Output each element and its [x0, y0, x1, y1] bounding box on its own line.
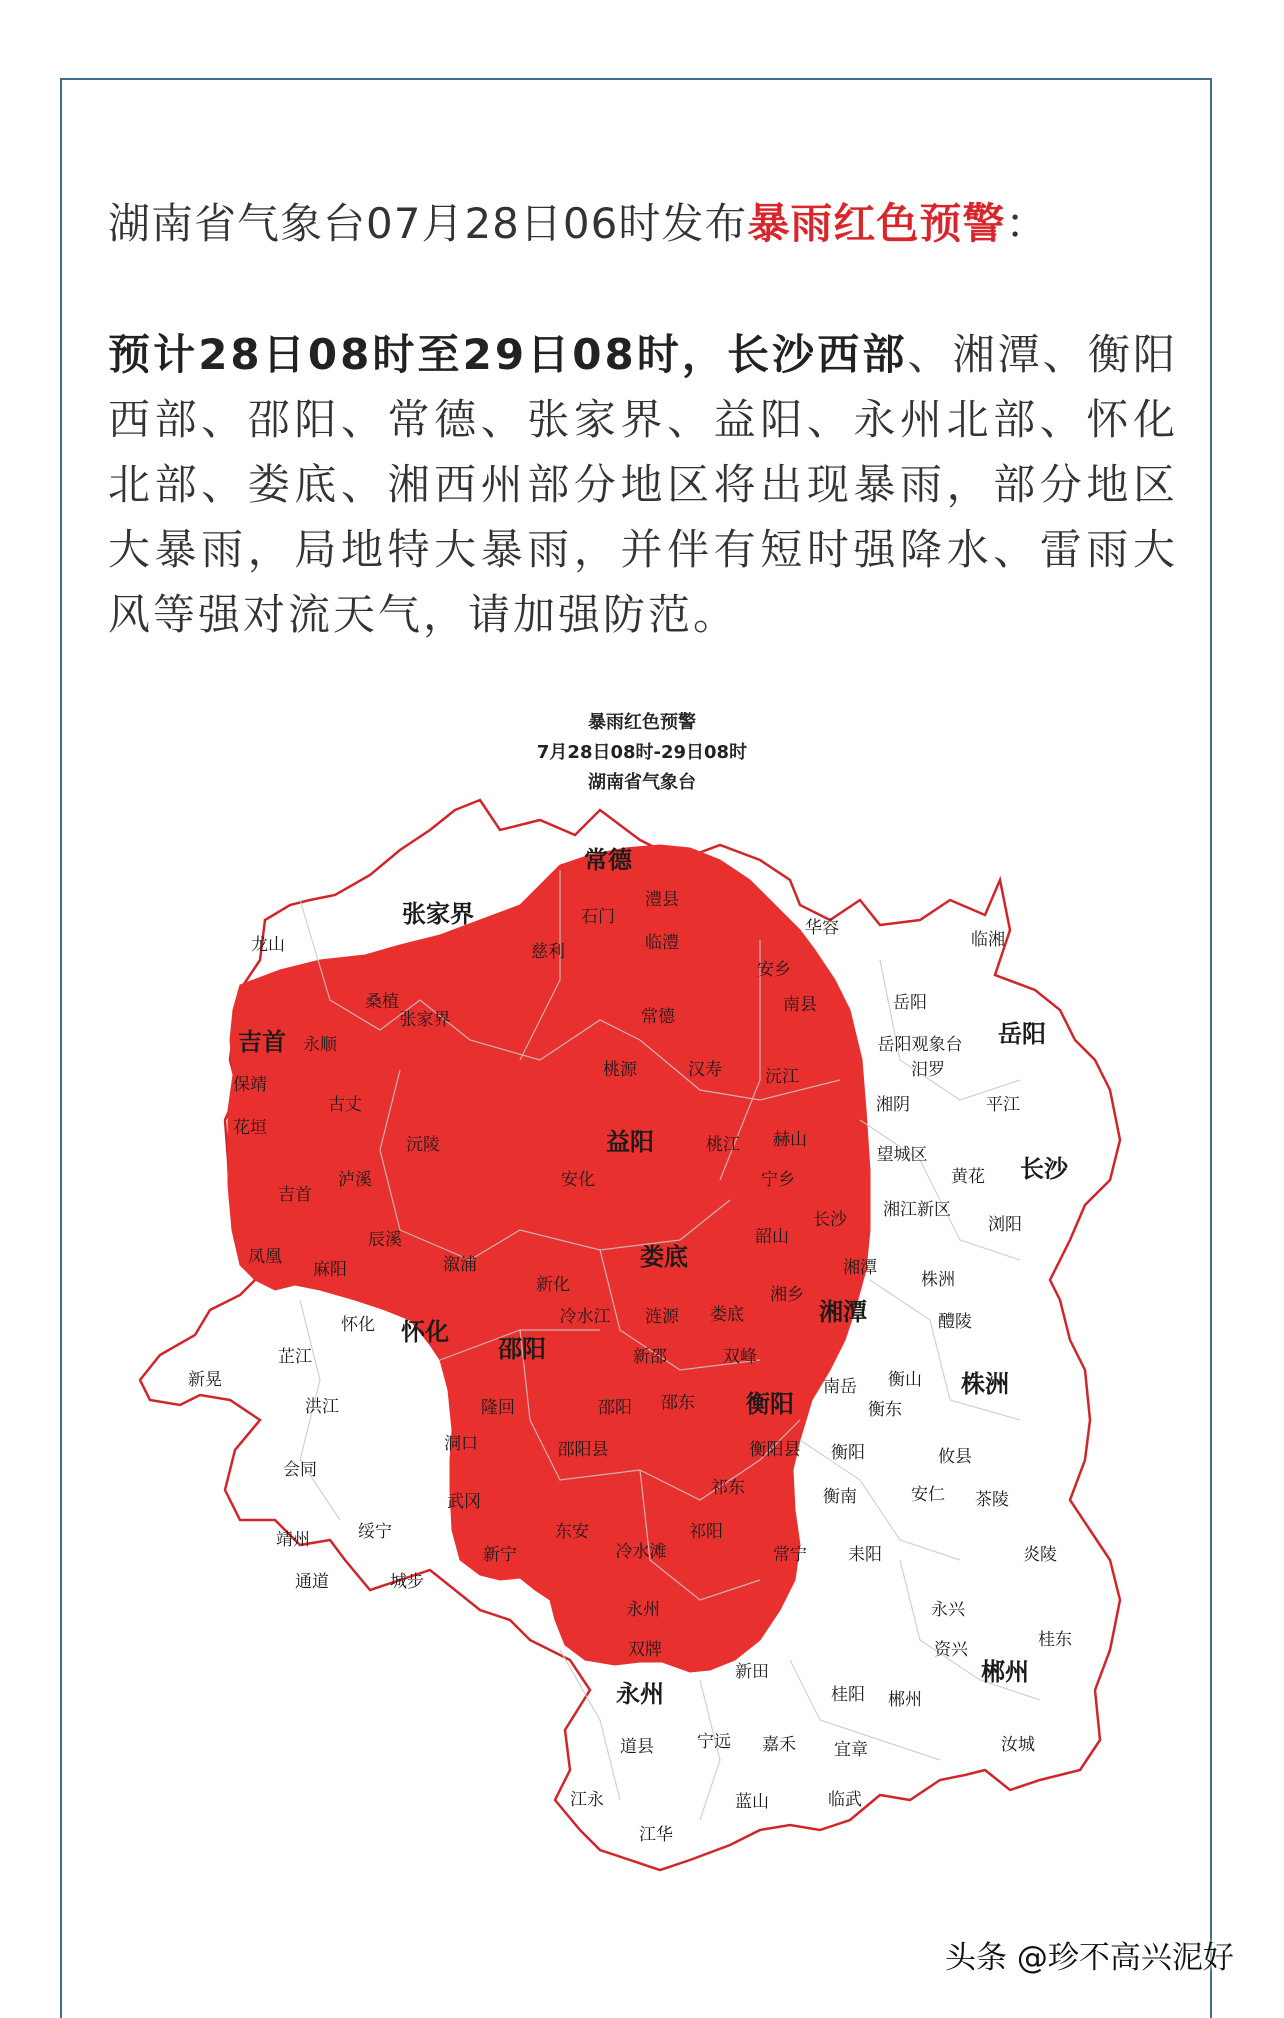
map-label-72: 衡东	[868, 1400, 902, 1420]
map-label-86: 东安	[555, 1522, 589, 1542]
map-label-5: 龙山	[251, 935, 285, 955]
map-label-18: 常德	[641, 1007, 675, 1027]
map-label-51: 湘乡	[770, 1285, 804, 1305]
map-label-21: 沅江	[765, 1067, 799, 1087]
map-label-46: 娄底	[640, 1243, 688, 1271]
map-label-28: 沅陵	[406, 1135, 440, 1155]
map-time-range: 7月28日08时-29日08时	[536, 742, 748, 763]
map-label-77: 攸县	[938, 1447, 972, 1467]
map-label-22: 汨罗	[911, 1060, 945, 1080]
map-label-24: 古丈	[328, 1095, 362, 1115]
map-label-110: 蓝山	[735, 1792, 769, 1812]
map-label-54: 冷水江	[559, 1307, 611, 1327]
map-label-102: 永州	[616, 1680, 664, 1708]
map-label-98: 资兴	[934, 1640, 968, 1660]
map-label-66: 株洲	[961, 1370, 1009, 1398]
map-label-10: 安乡	[757, 960, 791, 980]
map-label-107: 嘉禾	[762, 1735, 796, 1755]
headline-warning-level: 暴雨红色预警	[747, 199, 1006, 248]
headline-prefix: 湖南省气象台07月28日06时发布	[108, 199, 748, 248]
map-label-33: 泸溪	[338, 1170, 372, 1190]
map-label-2: 石门	[581, 907, 615, 927]
map-label-42: 凤凰	[248, 1247, 282, 1267]
map-label-97: 双牌	[628, 1640, 662, 1660]
map-label-92: 炎陵	[1023, 1545, 1057, 1565]
map-label-41: 浏阳	[988, 1215, 1022, 1235]
map-label-103: 桂阳	[831, 1685, 865, 1705]
map-label-104: 郴州	[888, 1690, 922, 1710]
map-label-17: 张家界	[399, 1010, 451, 1030]
map-label-25: 湘阴	[876, 1095, 910, 1115]
map-label-9: 临湘	[971, 930, 1005, 950]
map-label-112: 江永	[570, 1790, 604, 1810]
map-label-82: 茶陵	[975, 1490, 1009, 1510]
map-label-109: 宜章	[834, 1740, 868, 1760]
map-label-14: 岳阳	[998, 1020, 1046, 1048]
map-label-16: 永顺	[303, 1035, 337, 1055]
forecast-details: 、湘潭、衡阳西部、邵阳、常德、张家界、益阳、永州北部、怀化北部、娄底、湘西州部分地区将出现暴雨，部分地区大暴雨，局地特大暴雨，并伴有短时强降水、雷雨大风等强对流天气，请加强防范。	[108, 330, 1178, 639]
map-label-40: 湘江新区	[883, 1200, 951, 1220]
map-label-55: 涟源	[645, 1307, 679, 1327]
map-label-96: 永兴	[931, 1600, 965, 1620]
map-label-73: 洞口	[444, 1434, 478, 1454]
map-label-29: 益阳	[606, 1128, 654, 1156]
map-label-62: 双峰	[723, 1347, 757, 1367]
map-label-45: 溆浦	[443, 1255, 477, 1275]
map-label-84: 绥宁	[358, 1522, 392, 1542]
map-label-7: 慈利	[531, 942, 565, 962]
map-label-76: 衡阳	[831, 1443, 865, 1463]
map-label-60: 邵阳	[498, 1335, 546, 1363]
map-label-56: 娄底	[710, 1305, 744, 1325]
map-issuer: 湖南省气象台	[588, 772, 696, 793]
map-label-94: 城步	[390, 1572, 424, 1592]
map-label-67: 洪江	[305, 1397, 339, 1417]
map-label-58: 醴陵	[938, 1312, 972, 1332]
forecast-time-range: 预计28日08时至29日08时，长沙西部	[108, 330, 908, 379]
map-label-101: 郴州	[981, 1658, 1029, 1686]
map-label-90: 常宁	[773, 1545, 807, 1565]
map-label-53: 怀化	[401, 1318, 449, 1346]
map-label-39: 长沙	[813, 1210, 847, 1230]
map-label-91: 耒阳	[848, 1545, 882, 1565]
map-label-50: 新化	[536, 1275, 570, 1295]
map-label-20: 汉寿	[688, 1060, 722, 1080]
map-label-87: 祁阳	[689, 1522, 723, 1542]
map-label-93: 通道	[295, 1572, 329, 1592]
map-label-11: 南县	[783, 995, 817, 1015]
map-label-85: 靖州	[276, 1530, 310, 1550]
map-label-27: 花垣	[233, 1118, 267, 1138]
map-label-70: 邵东	[661, 1393, 695, 1413]
map-label-81: 安仁	[911, 1485, 945, 1505]
map-label-68: 隆回	[481, 1398, 515, 1418]
map-label-57: 湘潭	[819, 1298, 867, 1326]
map-label-52: 怀化	[341, 1315, 375, 1335]
map-label-15: 吉首	[238, 1028, 286, 1056]
map-label-1: 澧县	[645, 890, 679, 910]
map-label-44: 辰溪	[368, 1230, 402, 1250]
map-label-6: 桑植	[365, 992, 399, 1012]
map-label-47: 韶山	[755, 1227, 789, 1247]
map-label-48: 湘潭	[843, 1258, 877, 1278]
map-label-35: 宁乡	[761, 1170, 795, 1190]
map-label-23: 保靖	[233, 1075, 267, 1095]
map-label-89: 冷水滩	[615, 1542, 667, 1562]
map-label-26: 平江	[986, 1095, 1020, 1115]
map-label-64: 南岳	[823, 1377, 857, 1397]
map-label-100: 新田	[735, 1662, 769, 1682]
map-label-30: 桃江	[706, 1135, 740, 1155]
map-label-113: 江华	[639, 1825, 673, 1845]
map-label-111: 临武	[828, 1790, 862, 1810]
map-label-61: 新邵	[633, 1347, 667, 1367]
map-label-71: 衡阳	[746, 1390, 794, 1418]
map-label-79: 祁东	[711, 1478, 745, 1498]
map-label-74: 邵阳县	[557, 1440, 609, 1460]
map-label-13: 岳阳观象台	[877, 1035, 963, 1055]
map-label-19: 桃源	[603, 1060, 637, 1080]
map-label-75: 衡阳县	[749, 1440, 801, 1460]
map-label-83: 武冈	[447, 1492, 481, 1512]
map-label-43: 麻阳	[313, 1260, 347, 1280]
map-label-65: 衡山	[888, 1370, 922, 1390]
map-title: 暴雨红色预警	[588, 712, 696, 733]
map-label-3: 临澧	[645, 933, 679, 953]
map-label-106: 宁远	[697, 1732, 731, 1752]
map-label-63: 新晃	[188, 1370, 222, 1390]
map-label-34: 安化	[561, 1170, 595, 1190]
map-label-12: 岳阳	[893, 993, 927, 1013]
map-label-105: 道县	[620, 1737, 654, 1757]
map-label-0: 常德	[584, 846, 632, 874]
map-label-8: 华容	[805, 918, 839, 938]
map-label-69: 邵阳	[598, 1398, 632, 1418]
map-label-108: 汝城	[1001, 1735, 1035, 1755]
map-label-99: 桂东	[1038, 1630, 1072, 1650]
map-label-78: 会同	[283, 1460, 317, 1480]
map-label-37: 长沙	[1020, 1155, 1068, 1183]
map-label-38: 吉首	[278, 1185, 312, 1205]
map-label-31: 赫山	[773, 1130, 807, 1150]
map-label-32: 望城区	[876, 1145, 928, 1165]
map-label-4: 张家界	[402, 900, 474, 928]
map-label-95: 永州	[626, 1600, 660, 1620]
headline-suffix: ：	[1005, 199, 1049, 248]
map-label-88: 新宁	[483, 1545, 517, 1565]
watermark: 头条 @珍不高兴泥好	[945, 1940, 1234, 1976]
map-label-36: 黄花	[951, 1167, 985, 1187]
map-label-80: 衡南	[823, 1487, 857, 1507]
map-label-59: 芷江	[278, 1347, 312, 1367]
map-label-49: 株洲	[921, 1270, 955, 1290]
